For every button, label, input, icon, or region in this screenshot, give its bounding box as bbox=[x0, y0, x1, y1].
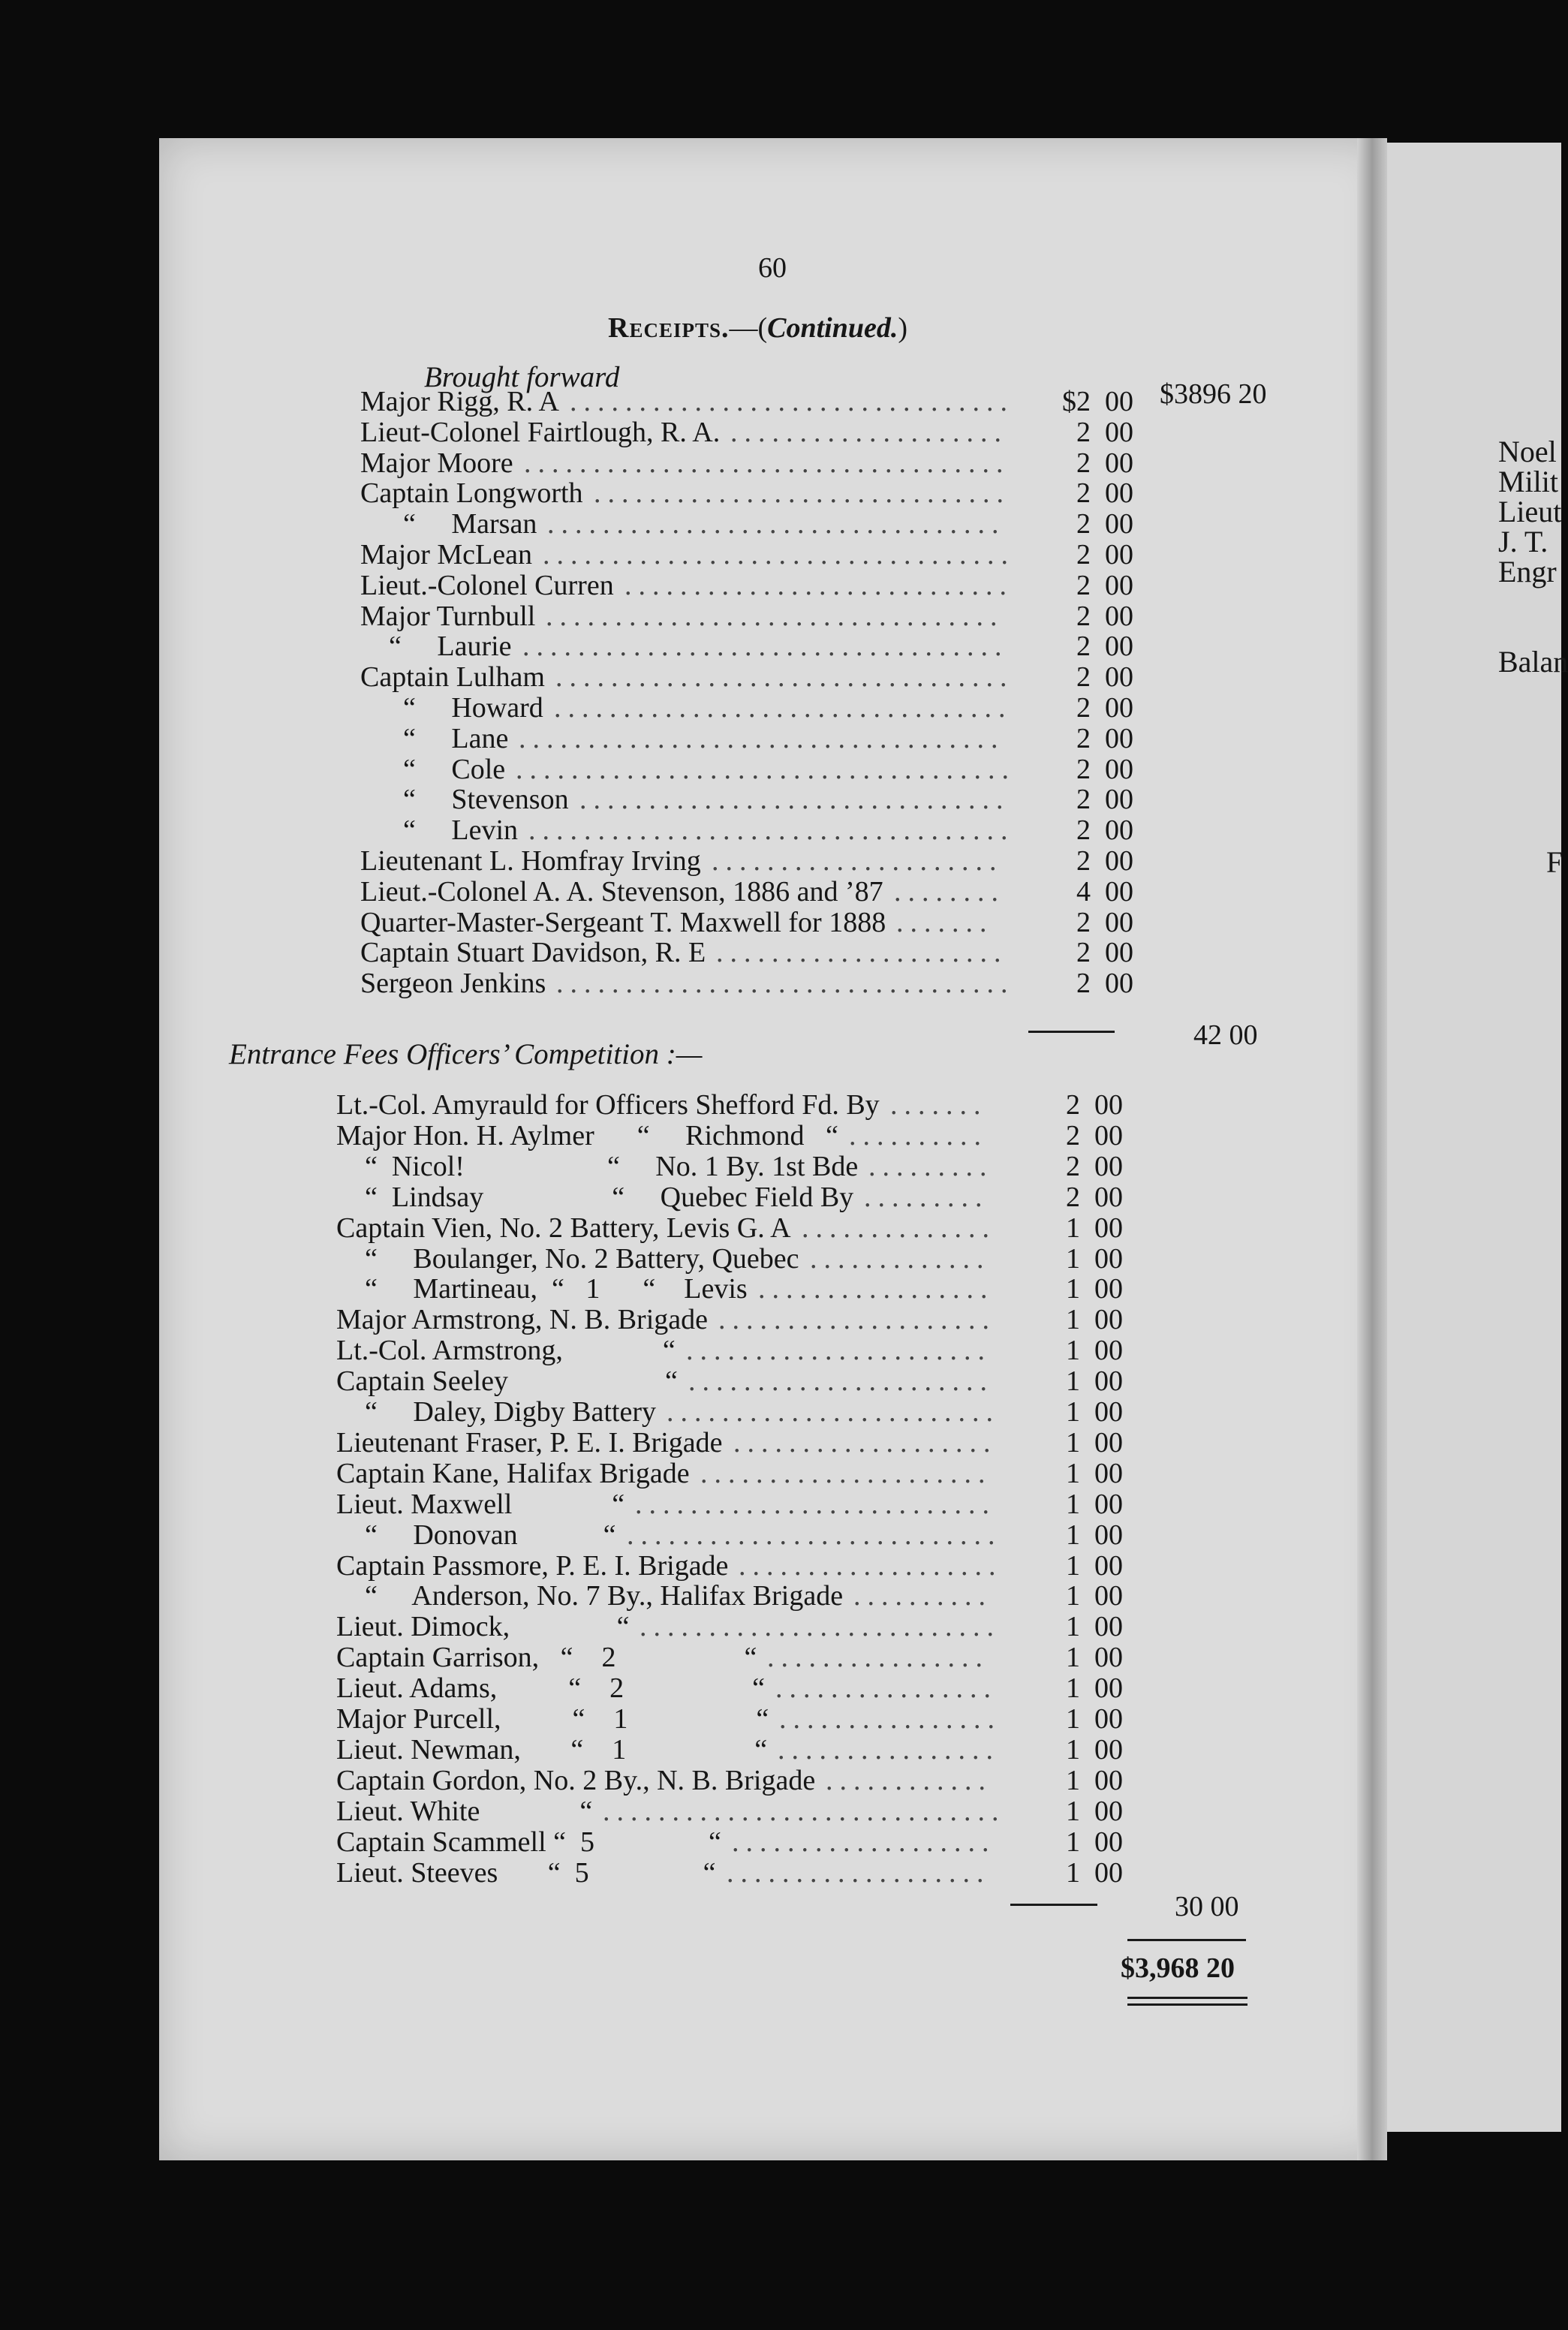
entry-amount: 1 00 bbox=[1066, 1519, 1123, 1551]
entry-name: Quarter-Master-Sergeant T. Maxwell for 1888 bbox=[360, 906, 886, 938]
dot-leader: .............................. bbox=[594, 477, 1010, 510]
dot-leader: ...................... bbox=[688, 1365, 994, 1398]
ledger-entry bbox=[336, 1488, 996, 1520]
entry-name: Major Moore bbox=[360, 447, 513, 479]
entry-amount: 2 00 bbox=[1076, 477, 1133, 510]
dot-leader: ................ bbox=[778, 1733, 1000, 1766]
entry-name: “ Laurie bbox=[360, 631, 512, 663]
entry-name: Major McLean bbox=[360, 539, 532, 570]
entry-name: “ Stevenson bbox=[360, 784, 569, 816]
ledger-entry bbox=[360, 416, 1008, 448]
dot-leader: ....... bbox=[896, 906, 994, 938]
entry-amount: 2 00 bbox=[1076, 692, 1133, 724]
entry-name: “ Howard bbox=[360, 692, 543, 724]
entry-name: “ Nicol! “ No. 1 By. 1st Bde bbox=[336, 1150, 859, 1182]
entry-name: Lt.-Col. Amyrauld for Officers Shefford Fd. By bbox=[336, 1089, 880, 1121]
adjacent-page-text: Engr bbox=[1498, 555, 1557, 589]
ledger-entry bbox=[336, 1365, 994, 1398]
entry-name: “ Marsan bbox=[360, 508, 537, 540]
dot-leader: ................................ bbox=[570, 386, 1014, 417]
entry-amount: 2 00 bbox=[1076, 661, 1133, 694]
ledger-entry bbox=[336, 1672, 998, 1705]
dot-leader: ............................. bbox=[603, 1795, 1006, 1827]
entry-amount: 1 00 bbox=[1066, 1457, 1123, 1489]
ledger-entry bbox=[360, 784, 1010, 816]
dot-leader: ................ bbox=[775, 1672, 998, 1705]
dot-leader: .......................... bbox=[635, 1488, 996, 1520]
dot-leader: ................................. bbox=[554, 692, 1013, 724]
entry-name: Major Purcell, “ 1 “ bbox=[336, 1703, 769, 1735]
section1-subtotal: 42 00 bbox=[1193, 1019, 1258, 1051]
entry-amount: 2 00 bbox=[1066, 1181, 1123, 1213]
ledger-entry bbox=[360, 477, 1010, 510]
ledger-entry bbox=[336, 1089, 988, 1121]
entry-name: “ Boulanger, No. 2 Battery, Quebec bbox=[336, 1242, 799, 1275]
ledger-entry bbox=[360, 539, 1015, 570]
ledger-entry bbox=[336, 1642, 989, 1674]
entry-name: Captain Vien, No. 2 Battery, Levis G. A bbox=[336, 1212, 791, 1244]
ledger-entry bbox=[360, 753, 1016, 785]
entry-amount: 1 00 bbox=[1066, 1764, 1123, 1796]
entry-name: Captain Scammell “ 5 “ bbox=[336, 1826, 721, 1858]
ledger-entry bbox=[360, 447, 1010, 479]
dot-leader: .......................... bbox=[640, 1611, 1001, 1643]
entry-amount: 1 00 bbox=[1066, 1304, 1123, 1336]
dot-leader: .................................... bbox=[516, 753, 1016, 785]
entry-amount: 2 00 bbox=[1076, 845, 1133, 877]
entry-name: Lieut. Newman, “ 1 “ bbox=[336, 1733, 768, 1766]
entry-amount: 1 00 bbox=[1066, 1580, 1123, 1612]
entry-name: Major Rigg, R. A bbox=[360, 386, 559, 417]
entry-name: Captain Kane, Halifax Brigade bbox=[336, 1457, 690, 1489]
entry-amount: 2 00 bbox=[1076, 753, 1133, 785]
dot-leader: ........................ bbox=[667, 1396, 1000, 1428]
entry-amount: 1 00 bbox=[1066, 1212, 1123, 1244]
entry-amount: 1 00 bbox=[1066, 1672, 1123, 1705]
ledger-entry bbox=[336, 1335, 992, 1367]
dot-leader: ...................... bbox=[686, 1335, 992, 1367]
entry-amount: 1 00 bbox=[1066, 1856, 1123, 1889]
dot-leader: .................... bbox=[718, 1304, 996, 1336]
page-number: 60 bbox=[758, 252, 787, 284]
total-rule bbox=[1127, 1939, 1246, 1941]
entry-amount: 2 00 bbox=[1076, 906, 1133, 938]
dot-leader: ................... bbox=[727, 1856, 991, 1889]
entry-name: “ Daley, Digby Battery bbox=[336, 1396, 656, 1428]
dot-leader: ................................. bbox=[547, 508, 1006, 540]
ledger-entry bbox=[336, 1795, 1006, 1827]
entry-amount: 2 00 bbox=[1076, 539, 1133, 570]
entry-amount: 2 00 bbox=[1076, 722, 1133, 754]
ledger-entry bbox=[360, 631, 1009, 663]
dot-leader: ................................... bbox=[528, 814, 1015, 847]
brought-forward-label: Brought forward bbox=[424, 361, 620, 393]
dot-leader: .................................. bbox=[543, 539, 1015, 570]
entry-name: Captain Stuart Davidson, R. E bbox=[360, 937, 706, 969]
heading-close: ) bbox=[898, 312, 908, 344]
entry-name: “ Lindsay “ Quebec Field By bbox=[336, 1181, 854, 1213]
subtotal-rule bbox=[1010, 1904, 1097, 1906]
entry-amount: 2 00 bbox=[1076, 631, 1133, 663]
ledger-entry bbox=[336, 1457, 992, 1489]
entry-amount: 1 00 bbox=[1066, 1488, 1123, 1520]
entry-name: Major Hon. H. Aylmer “ Richmond “ bbox=[336, 1119, 838, 1151]
entry-amount: 2 00 bbox=[1076, 569, 1133, 601]
dot-leader: .................... bbox=[730, 416, 1008, 448]
entry-amount: 1 00 bbox=[1066, 1703, 1123, 1735]
dot-leader: ................ bbox=[779, 1703, 1001, 1735]
entry-amount: $2 00 bbox=[1062, 386, 1133, 417]
entry-amount: 2 00 bbox=[1066, 1150, 1123, 1182]
entry-name: Lieut. Dimock, “ bbox=[336, 1611, 630, 1643]
ledger-entry bbox=[336, 1611, 1001, 1643]
entry-name: “ Lane bbox=[360, 722, 509, 754]
heading-caps: Receipts. bbox=[608, 312, 730, 344]
entry-amount: 1 00 bbox=[1066, 1642, 1123, 1674]
entry-name: “ Levin bbox=[360, 814, 519, 847]
dot-leader: ................... bbox=[732, 1826, 996, 1858]
dot-leader: ................................. bbox=[555, 661, 1014, 694]
entry-amount: 4 00 bbox=[1076, 875, 1133, 908]
dot-leader: ................. bbox=[758, 1273, 995, 1305]
entry-name: Major Armstrong, N. B. Brigade bbox=[336, 1304, 709, 1336]
brought-forward-amount: $3896 20 bbox=[1160, 378, 1267, 410]
dot-leader: ....... bbox=[890, 1089, 988, 1121]
ledger-entry bbox=[336, 1733, 1000, 1766]
ledger-entry bbox=[336, 1826, 996, 1858]
ledger-entry bbox=[336, 1426, 998, 1459]
adjacent-page-text: Noel bbox=[1498, 435, 1557, 468]
entry-name: “ Martineau, “ 1 “ Levis bbox=[336, 1273, 748, 1305]
dot-leader: ............ bbox=[826, 1764, 992, 1796]
dot-leader: ................................. bbox=[556, 968, 1015, 1000]
entry-amount: 2 00 bbox=[1066, 1089, 1123, 1121]
entry-amount: 2 00 bbox=[1076, 447, 1133, 479]
dot-leader: ......... bbox=[864, 1181, 989, 1213]
ledger-entry bbox=[360, 600, 1004, 632]
entry-name: Lt.-Col. Armstrong, “ bbox=[336, 1335, 676, 1367]
ledger-entry bbox=[336, 1119, 988, 1151]
entry-amount: 2 00 bbox=[1076, 600, 1133, 632]
entry-name: Lieut. Steeves “ 5 “ bbox=[336, 1856, 716, 1889]
entry-amount: 1 00 bbox=[1066, 1396, 1123, 1428]
dot-leader: ................................. bbox=[546, 600, 1004, 632]
ledger-entry bbox=[336, 1181, 989, 1213]
ledger-entry bbox=[336, 1150, 994, 1182]
entry-name: Lieutenant L. Homfray Irving bbox=[360, 845, 701, 877]
entry-name: “ Anderson, No. 7 By., Halifax Brigade bbox=[336, 1580, 844, 1612]
dot-leader: ............................ bbox=[624, 569, 1013, 601]
entry-name: Lieut.-Colonel Curren bbox=[360, 569, 614, 601]
ledger-entry bbox=[360, 845, 1004, 877]
entry-name: Lieut. White “ bbox=[336, 1795, 593, 1827]
entry-amount: 1 00 bbox=[1066, 1826, 1123, 1858]
ledger-entry bbox=[360, 722, 1005, 754]
entry-name: Lieut. Maxwell “ bbox=[336, 1488, 625, 1520]
ledger-entry bbox=[360, 692, 1013, 724]
entry-name: Lieut. Adams, “ 2 “ bbox=[336, 1672, 765, 1705]
page-heading bbox=[608, 312, 907, 345]
dot-leader: ................................... bbox=[524, 447, 1010, 479]
ledger-entry bbox=[336, 1242, 991, 1275]
entry-name: Lieutenant Fraser, P. E. I. Brigade bbox=[336, 1426, 723, 1459]
ledger-entry bbox=[336, 1519, 1002, 1551]
adjacent-page-text: Balan bbox=[1498, 645, 1568, 679]
entry-name: Captain Seeley “ bbox=[336, 1365, 678, 1398]
dot-leader: ................................... bbox=[519, 722, 1005, 754]
ledger-entry bbox=[336, 1764, 992, 1796]
dot-leader: ................... bbox=[739, 1549, 1003, 1582]
entry-amount: 2 00 bbox=[1076, 508, 1133, 540]
ledger-entry bbox=[336, 1304, 996, 1336]
entry-amount: 1 00 bbox=[1066, 1335, 1123, 1367]
entry-amount: 2 00 bbox=[1076, 968, 1133, 1000]
book-spine bbox=[1357, 138, 1387, 2160]
dot-leader: ................ bbox=[767, 1642, 989, 1674]
dot-leader: ........ bbox=[894, 875, 1005, 908]
adjacent-page-text: J. T. bbox=[1498, 525, 1548, 558]
entry-amount: 2 00 bbox=[1066, 1119, 1123, 1151]
entry-name: Captain Gordon, No. 2 By., N. B. Brigade bbox=[336, 1764, 816, 1796]
dot-leader: ............. bbox=[810, 1242, 991, 1275]
entry-name: Captain Passmore, P. E. I. Brigade bbox=[336, 1549, 729, 1582]
ledger-entry bbox=[360, 875, 1005, 908]
entry-amount: 1 00 bbox=[1066, 1242, 1123, 1275]
ledger-entry bbox=[360, 508, 1006, 540]
entry-name: Captain Longworth bbox=[360, 477, 583, 510]
entry-amount: 2 00 bbox=[1076, 416, 1133, 448]
double-rule-bottom bbox=[1127, 2003, 1247, 2006]
adjacent-page bbox=[1387, 143, 1568, 2132]
entry-amount: 1 00 bbox=[1066, 1733, 1123, 1766]
grand-total: $3,968 20 bbox=[1121, 1952, 1235, 1984]
dot-leader: ................... bbox=[733, 1426, 998, 1459]
ledger-entry bbox=[360, 661, 1014, 694]
dot-leader: ..................... bbox=[712, 845, 1004, 877]
heading-dash: —( bbox=[729, 312, 768, 344]
dot-leader: .............. bbox=[802, 1212, 996, 1244]
dot-leader: ..................... bbox=[716, 937, 1008, 969]
entry-name: Sergeon Jenkins bbox=[360, 968, 546, 1000]
entry-name: Captain Lulham bbox=[360, 661, 545, 694]
entry-amount: 1 00 bbox=[1066, 1611, 1123, 1643]
adjacent-page-text: Lieut bbox=[1498, 495, 1562, 528]
ledger-entry bbox=[360, 569, 1013, 601]
ledger-entry bbox=[360, 937, 1008, 969]
dot-leader: ......... bbox=[868, 1150, 994, 1182]
dot-leader: .......... bbox=[853, 1580, 992, 1612]
subtotal-rule bbox=[1028, 1031, 1115, 1033]
entry-name: Lieut.-Colonel A. A. Stevenson, 1886 and ’87 bbox=[360, 875, 883, 908]
entry-amount: 1 00 bbox=[1066, 1549, 1123, 1582]
ledger-entry bbox=[336, 1549, 1003, 1582]
dot-leader: ........................... bbox=[627, 1519, 1002, 1551]
entry-name: Major Turnbull bbox=[360, 600, 536, 632]
ledger-entry bbox=[360, 906, 994, 938]
entry-amount: 2 00 bbox=[1076, 784, 1133, 816]
ledger-entry bbox=[336, 1212, 996, 1244]
dot-leader: ................................... bbox=[522, 631, 1009, 663]
entry-name: Captain Garrison, “ 2 “ bbox=[336, 1642, 757, 1674]
entry-name: Lieut-Colonel Fairtlough, R. A. bbox=[360, 416, 721, 448]
dot-leader: ..................... bbox=[700, 1457, 992, 1489]
heading-italic: Continued. bbox=[767, 312, 898, 344]
ledger-entry bbox=[360, 814, 1015, 847]
dot-leader: .......... bbox=[849, 1119, 988, 1151]
entry-amount: 2 00 bbox=[1076, 937, 1133, 969]
entry-amount: 1 00 bbox=[1066, 1795, 1123, 1827]
entry-name: “ Donovan “ bbox=[336, 1519, 616, 1551]
ledger-entry bbox=[336, 1580, 992, 1612]
ledger-entry bbox=[360, 968, 1015, 1000]
entry-amount: 2 00 bbox=[1076, 814, 1133, 847]
section2-subtotal: 30 00 bbox=[1175, 1891, 1239, 1922]
ledger-entry bbox=[336, 1856, 991, 1889]
entry-amount: 1 00 bbox=[1066, 1273, 1123, 1305]
ledger-entry bbox=[360, 386, 1014, 417]
entry-amount: 1 00 bbox=[1066, 1426, 1123, 1459]
double-rule-top bbox=[1127, 1997, 1247, 1999]
adjacent-page-text: F bbox=[1546, 845, 1563, 879]
section2-label: Entrance Fees Officers’ Competition :— bbox=[229, 1038, 703, 1070]
entry-amount: 1 00 bbox=[1066, 1365, 1123, 1398]
dot-leader: ............................... bbox=[579, 784, 1010, 816]
ledger-entry bbox=[336, 1273, 995, 1305]
adjacent-page-text: Milit bbox=[1498, 465, 1559, 498]
ledger-entry bbox=[336, 1703, 1001, 1735]
entry-name: “ Cole bbox=[360, 753, 506, 785]
ledger-entry bbox=[336, 1396, 1000, 1428]
